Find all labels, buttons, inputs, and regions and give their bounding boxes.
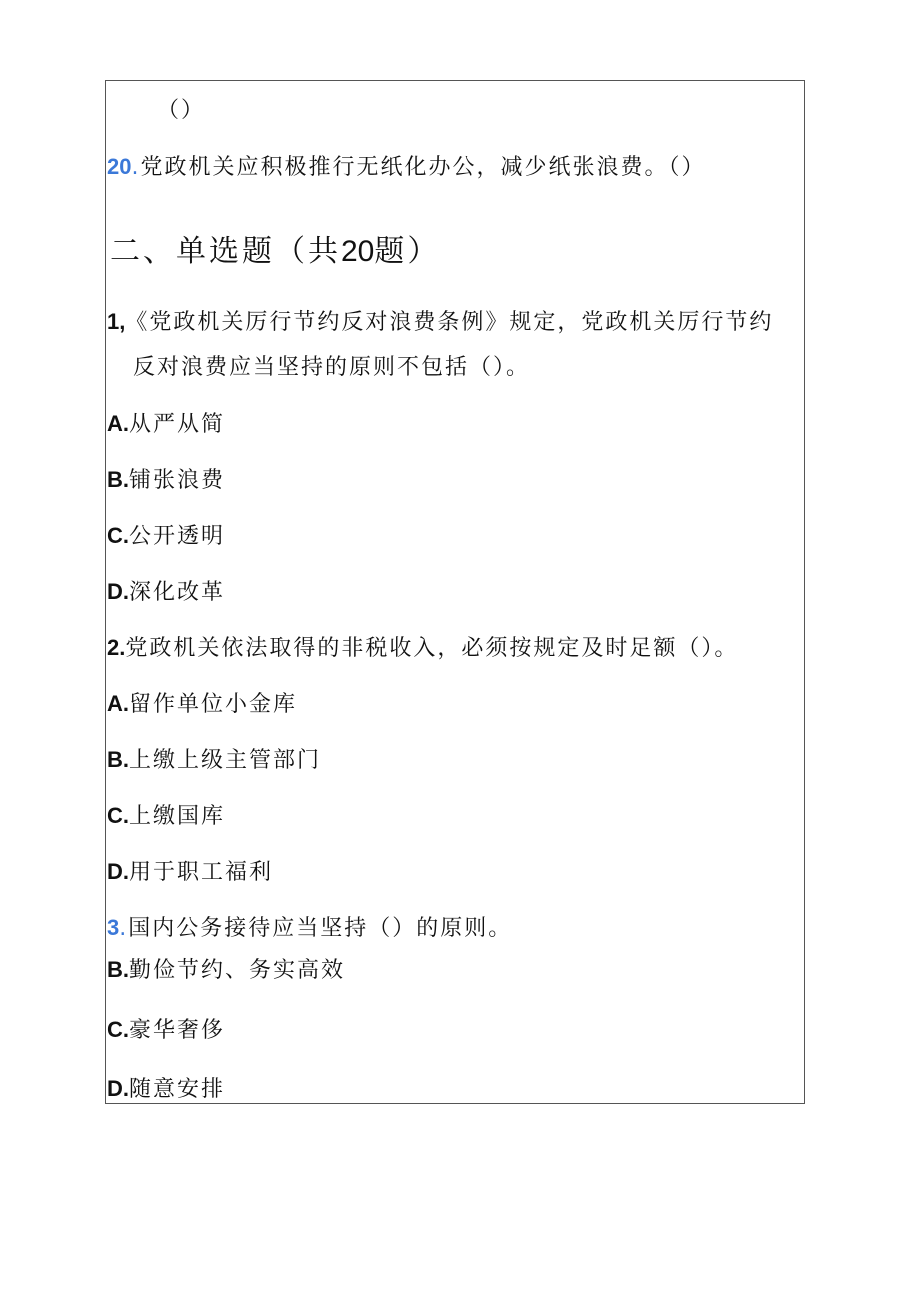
option-2d [107, 857, 273, 888]
option-letter: C. [107, 1017, 129, 1042]
option-letter: D. [107, 579, 129, 604]
option-letter: B. [107, 467, 129, 492]
question-1-text: 《党政机关厉行节约反对浪费条例》规定，党政机关厉行节约 [125, 310, 774, 335]
question-3-text: 国内公务接待应当坚持（）的原则。 [128, 916, 513, 941]
option-letter: A. [107, 411, 129, 436]
option-text: 公开透明 [129, 524, 226, 549]
option-letter: A. [107, 691, 129, 716]
option-2c [107, 801, 225, 832]
question-2 [107, 633, 738, 664]
option-1a [107, 409, 225, 440]
option-text: 深化改革 [129, 580, 226, 605]
option-letter: B. [107, 747, 129, 772]
question-20-number: 20 [107, 154, 132, 179]
option-text: 豪华奢侈 [129, 1018, 226, 1043]
option-letter: B. [107, 957, 129, 982]
option-text: 上缴上级主管部门 [129, 748, 322, 773]
question-1-line1 [107, 307, 773, 338]
question-2-text: 党政机关依法取得的非税收入，必须按规定及时足额（）。 [125, 636, 739, 661]
prev-question-tail: （） [157, 98, 206, 123]
section-heading-suffix: 题） [374, 234, 441, 269]
option-text: 上缴国库 [129, 804, 226, 829]
option-text: 随意安排 [129, 1077, 226, 1102]
question-3-sep: . [119, 916, 129, 941]
section-heading-count: 20 [341, 235, 375, 268]
question-3 [107, 913, 512, 944]
question-20 [107, 152, 706, 183]
option-text: 铺张浪费 [129, 468, 226, 493]
option-letter: C. [107, 523, 129, 548]
option-text: 留作单位小金库 [129, 692, 298, 717]
option-letter: D. [107, 1076, 129, 1101]
question-1-number: 1 [107, 309, 120, 334]
option-1b [107, 465, 225, 496]
option-3b [107, 955, 345, 986]
section-heading-prefix: 二、单选题（共 [110, 234, 341, 269]
question-3-number: 3 [107, 915, 120, 940]
option-text: 用于职工福利 [129, 860, 274, 885]
question-1-line2: 反对浪费应当坚持的原则不包括（）。 [133, 355, 531, 380]
question-2-number: 2 [107, 635, 120, 660]
option-text: 勤俭节约、务实高效 [129, 958, 346, 983]
question-20-sep: . [131, 155, 141, 180]
section-heading [110, 232, 440, 272]
option-2a [107, 689, 297, 720]
option-letter: C. [107, 803, 129, 828]
option-3d [107, 1074, 225, 1105]
option-3c [107, 1015, 225, 1046]
question-20-text: 党政机关应积极推行无纸化办公，减少纸张浪费。（） [140, 155, 706, 180]
option-letter: D. [107, 859, 129, 884]
question-2-sep: . [119, 635, 126, 660]
question-1-sep: , [119, 309, 126, 334]
option-text: 从严从简 [129, 412, 226, 437]
option-1d [107, 577, 225, 608]
option-2b [107, 745, 321, 776]
option-1c [107, 521, 225, 552]
